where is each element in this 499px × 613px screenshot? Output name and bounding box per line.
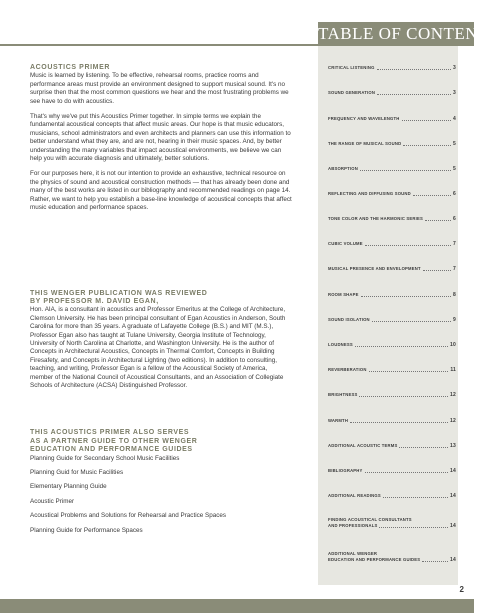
toc-page: 14 <box>450 493 456 499</box>
footer-bar <box>0 599 474 613</box>
toc-entry[interactable]: ROOM SHAPE 8 <box>328 292 456 298</box>
primer-paragraph: Music is learned by listening. To be effective, rehearsal rooms, practice rooms and performance areas must provide an environment designed to support musical sound. It's no surprise then that the most common questions we hear and the most frustrating problems we see have to do with acoustics. <box>30 72 289 105</box>
toc-page: 12 <box>450 392 456 398</box>
toc-page: 14 <box>450 557 456 563</box>
toc-page: 6 <box>453 216 456 222</box>
guide-list-item: Acoustic Primer <box>30 497 75 505</box>
review-heading-line: THIS WENGER PUBLICATION WAS REVIEWED <box>30 289 208 297</box>
toc-entry[interactable]: BIBLIOGRAPHY 14 <box>328 468 456 474</box>
toc-entry[interactable]: CRITICAL LISTENING 3 <box>328 65 456 71</box>
toc-entry[interactable]: ABSORPTION 5 <box>328 166 456 172</box>
toc-entry[interactable]: FREQUENCY AND WAVELENGTH 4 <box>328 116 456 122</box>
partner-heading-line: THIS ACOUSTICS PRIMER ALSO SERVES <box>30 429 190 437</box>
toc-entry[interactable]: REVERBERATION 11 <box>328 367 456 373</box>
toc-page: 4 <box>453 116 456 122</box>
page-number: 2 <box>459 585 464 594</box>
toc-entry[interactable]: THE RANGE OF MUSICAL SOUND 5 <box>328 141 456 147</box>
toc-entry[interactable]: TONE COLOR AND THE HARMONIC SERIES 6 <box>328 216 456 222</box>
toc-page: 3 <box>453 65 456 71</box>
toc-title: TABLE OF CONTENTS <box>318 22 474 46</box>
toc-page: 5 <box>453 141 456 147</box>
toc-entry[interactable]: SOUND ISOLATION 9 <box>328 317 456 323</box>
partner-heading-line: EDUCATION AND PERFORMANCE GUIDES <box>30 446 193 454</box>
toc-page: 12 <box>450 418 456 424</box>
toc-entry[interactable]: FINDING ACOUSTICAL CONSULTANTS AND PROFESSIONALS 14 <box>328 517 456 529</box>
toc-page: 6 <box>453 191 456 197</box>
toc-page: 5 <box>453 166 456 172</box>
primer-heading: ACOUSTICS PRIMER <box>30 64 110 71</box>
guide-list-item: Elementary Planning Guide <box>30 483 107 491</box>
toc-entry[interactable]: SOUND GENERATION 3 <box>328 90 456 96</box>
header-rule <box>0 44 318 46</box>
spacer <box>30 220 292 290</box>
toc-sidebar <box>318 46 458 585</box>
toc-entry[interactable]: ADDITIONAL READINGS 14 <box>328 493 456 499</box>
review-text: Hon. AIA, is a consultant in acoustics and Professor Emeritus at the College of Architecture, Clemson University. He has been principal consultant of Egan Acoustics in Anderson, South Carolina for more than 35 years. A graduate of Lafayette College (B.S.) and MIT (M.S.), Professor Egan also has taught at Tulane University, Georgia Institute of Technology, University of North Carolina at Charlotte, and Washington University. He is the author of Concepts in Architectural Acoustics, Concepts in Thermal Comfort, Concepts in Building Firesafety, and Concepts in Architectural Lighting (two editions). In addition to consulting, teaching, and writing, Professor Egan is a fellow of the Acoustical Society of America, member of the National Council of Acoustical Consultants, and an Association of Collegiate Schools of Architecture (ACSA) Distinguished Professor. <box>30 306 286 389</box>
toc-entry[interactable]: CUBIC VOLUME 7 <box>328 241 456 247</box>
toc-entry[interactable]: REFLECTING AND DIFFUSING SOUND 6 <box>328 191 456 197</box>
toc-page: 11 <box>450 367 456 373</box>
toc-page: 7 <box>453 266 456 272</box>
toc-entry[interactable]: WARMTH 12 <box>328 418 456 424</box>
spacer <box>30 397 292 429</box>
main-content <box>30 64 292 541</box>
toc-entry[interactable]: LOUDNESS 10 <box>328 342 456 348</box>
toc-page: 14 <box>450 523 456 529</box>
toc-entry[interactable]: BRIGHTNESS 12 <box>328 392 456 398</box>
review-heading-line: BY PROFESSOR M. DAVID EGAN, <box>30 297 159 305</box>
guide-list-item: Planning Guide for Performance Spaces <box>30 526 143 534</box>
toc-entry[interactable]: MUSICAL PRESENCE AND ENVELOPMENT 7 <box>328 266 456 272</box>
toc-page: 14 <box>450 468 456 474</box>
primer-paragraph: That's why we've put this Acoustics Primer together. In simple terms we explain the fundamental acoustical concepts that affect music areas. Our hope is that music educators, musicians, school administrators and even architects and planners can use this information to better understand what they are, and are not, hearing in their music spaces. And, by better understanding the many variables that impact acoustical environments, we believe we can help you with accurate diagnosis and ultimately, better solutions. <box>30 113 291 163</box>
toc-page: 3 <box>453 90 456 96</box>
toc-page: 13 <box>450 443 456 449</box>
partner-heading-line: AS A PARTNER GUIDE TO OTHER WENGER <box>30 437 198 445</box>
toc-page: 7 <box>453 241 456 247</box>
toc-page: 10 <box>450 342 456 348</box>
toc-page: 9 <box>453 317 456 323</box>
toc-page: 8 <box>453 292 456 298</box>
toc-entry[interactable]: ADDITIONAL WENGER EDUCATION AND PERFORMANCE GUIDES 14 <box>328 551 456 563</box>
primer-paragraph: For our purposes here, it is not our intention to provide an exhaustive, technical resource on the physics of sound and acoustical construction methods — that has already been done and many of the best works are listed in our bibliography and recommended readings on page 14. Rather, we want to help you establish a base-line knowledge of acoustical concepts that affect music education and performance spaces. <box>30 170 292 212</box>
guide-list-item: Planning Guid for Music Facilities <box>30 469 124 476</box>
review-heading <box>30 290 292 307</box>
toc-entry[interactable]: ADDITIONAL ACOUSTIC TERMS 13 <box>328 443 456 449</box>
partner-heading <box>30 429 292 454</box>
guide-list-item: Acoustical Problems and Solutions for Rehearsal and Practice Spaces <box>30 512 227 520</box>
guide-list-item: Planning Guide for Secondary School Music Facilities <box>30 454 180 462</box>
